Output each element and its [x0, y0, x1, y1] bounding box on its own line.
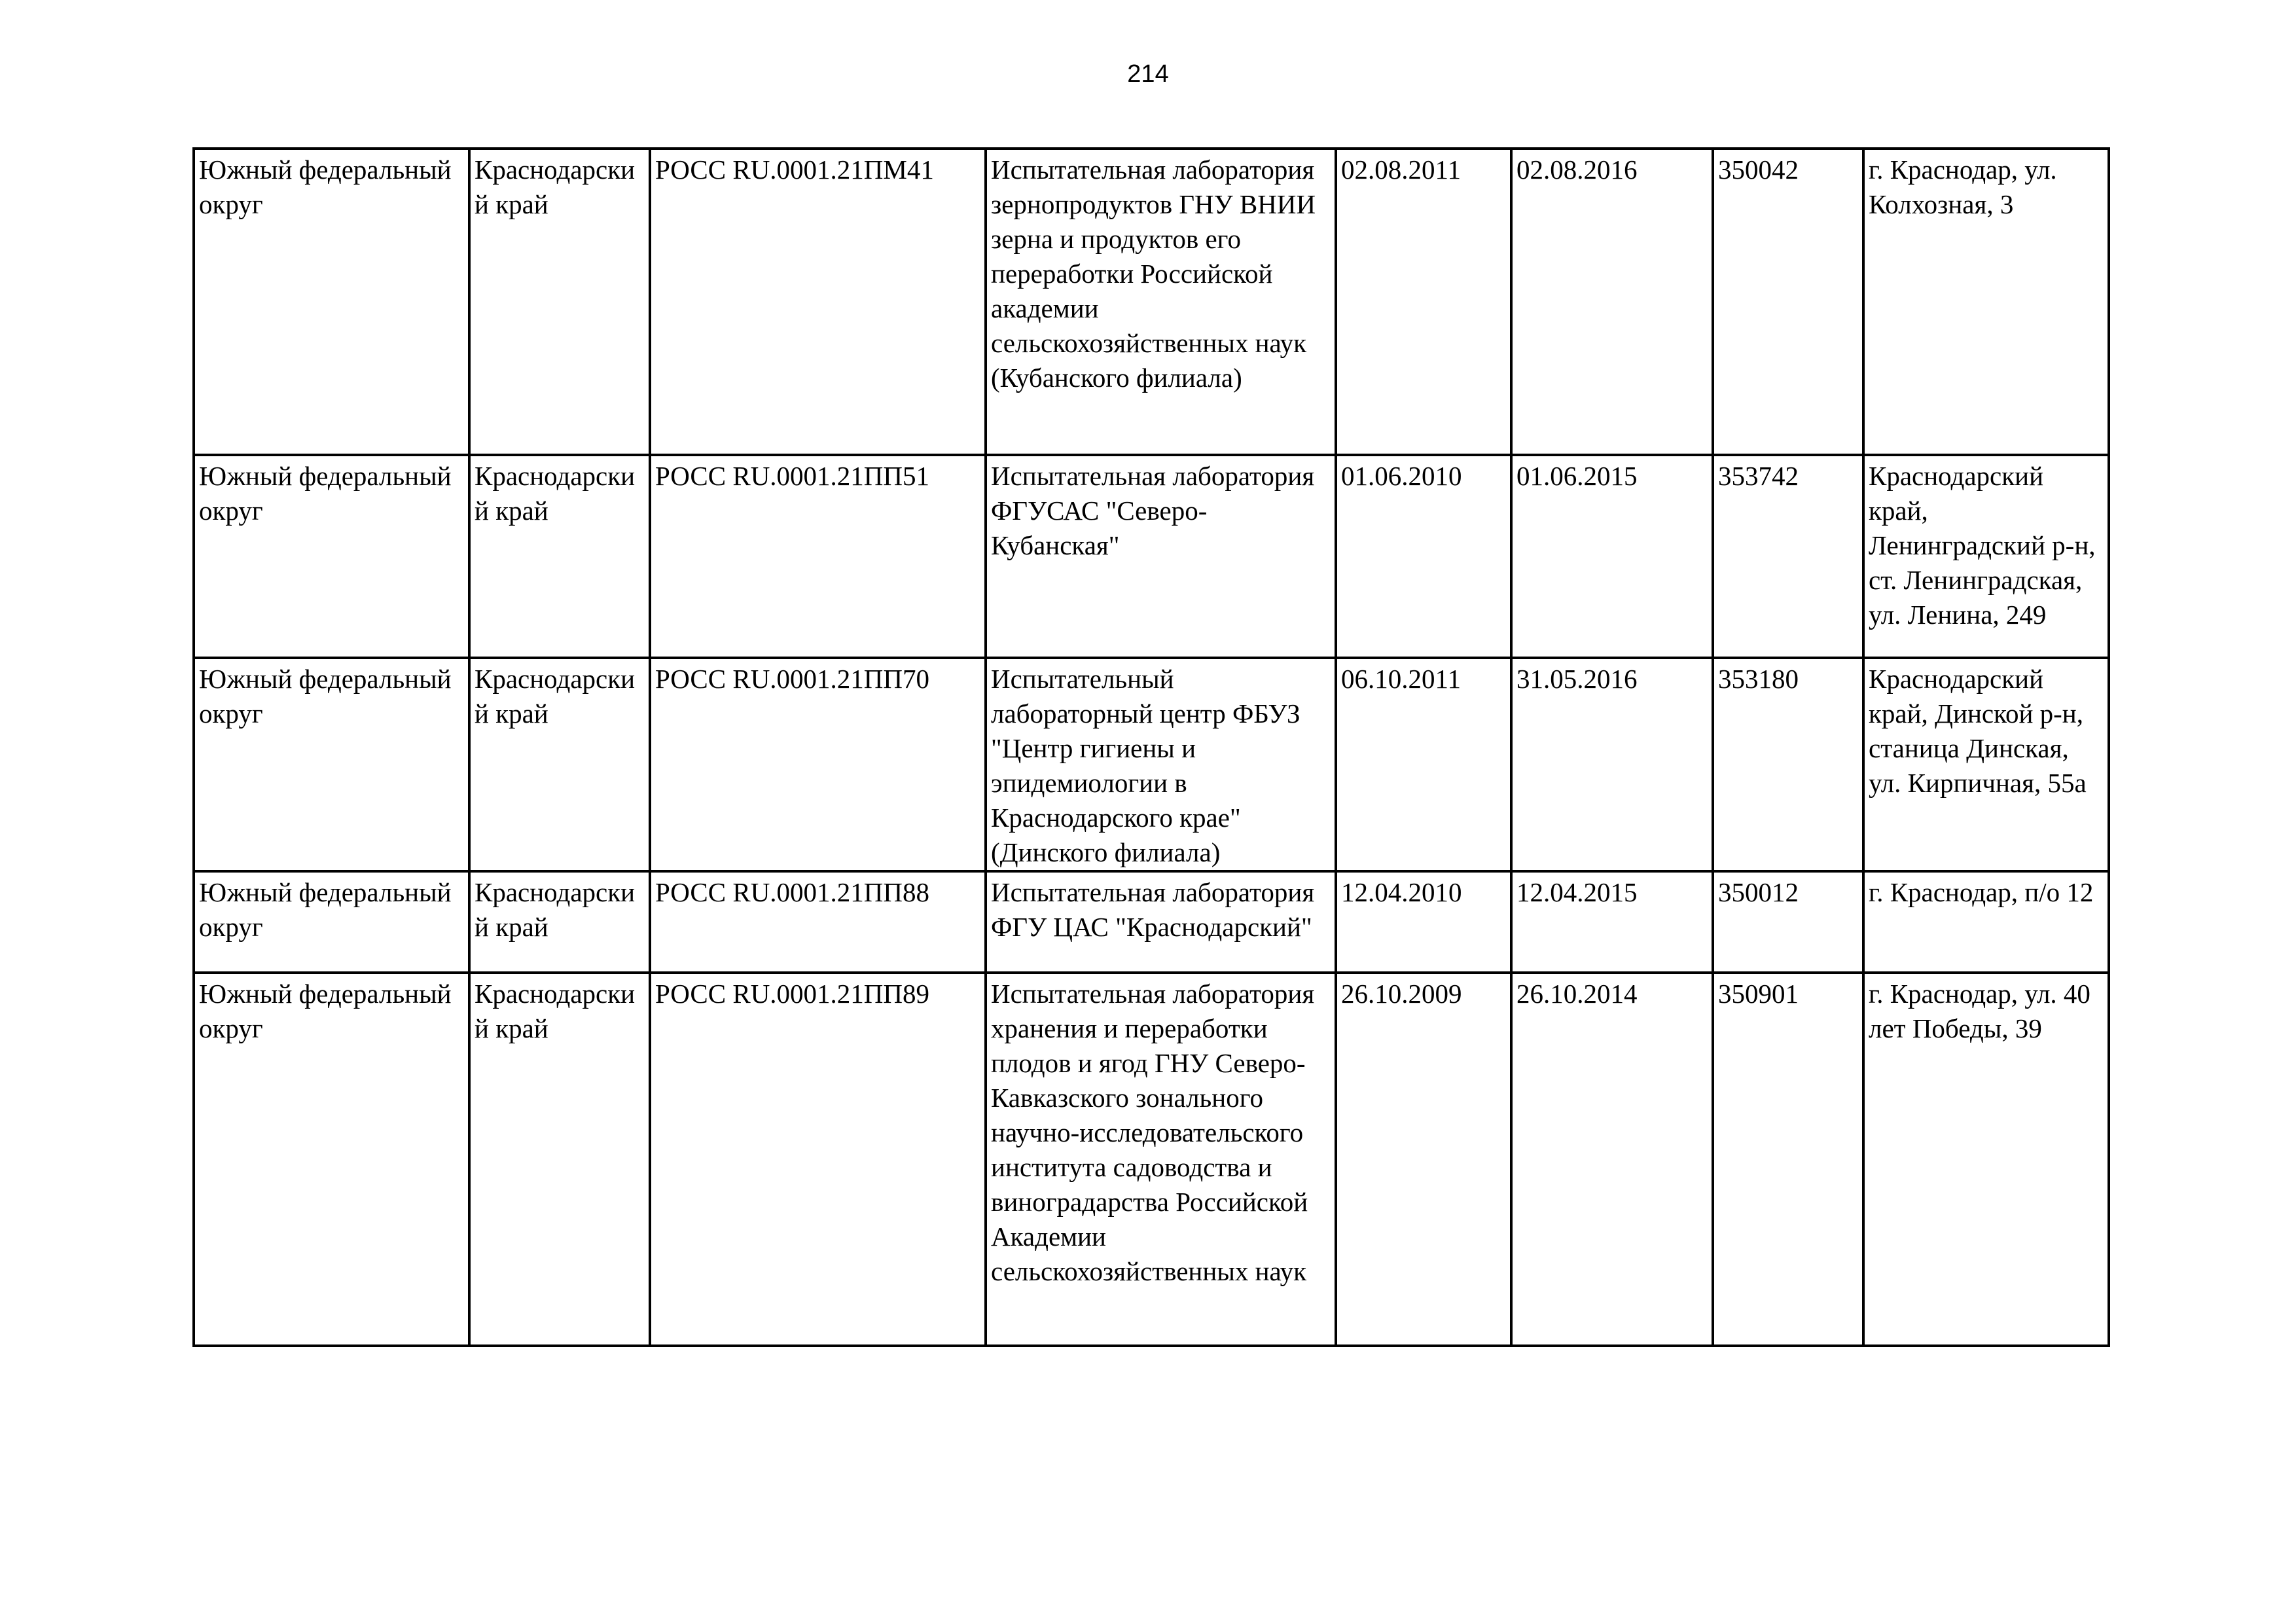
district-cell: Южный федеральный округ [194, 658, 469, 871]
address-cell: Краснодарский край, Ленинградский р-н, ст. Ленинградская, ул. Ленина, 249 [1863, 455, 2109, 658]
organization-cell: Испытательная лаборатория зернопродуктов ГНУ ВНИИ зерна и продуктов его переработки Российской академии сельскохозяйственных наук (Кубанского филиала) [986, 149, 1336, 455]
address-cell: Краснодарский край, Динской р-н, станица Динская, ул. Кирпичная, 55а [1863, 658, 2109, 871]
organization-cell: Испытательная лаборатория ФГУСАС "Северо-Кубанская" [986, 455, 1336, 658]
certificate-cell: РОСС RU.0001.21ПП89 [650, 973, 986, 1346]
organization-cell: Испытательная лаборатория хранения и переработки плодов и ягод ГНУ Северо-Кавказского зонального научно-исследовательского института садоводства и виноградарства Российской Академии сельскохозяйственных наук [986, 973, 1336, 1346]
organization-cell: Испытательная лаборатория ФГУ ЦАС "Краснодарский" [986, 871, 1336, 973]
date-from-cell: 12.04.2010 [1336, 871, 1511, 973]
region-cell: Краснодарски й край [469, 149, 650, 455]
postal-code-cell: 350901 [1713, 973, 1863, 1346]
date-to-cell: 26.10.2014 [1511, 973, 1713, 1346]
region-cell: Краснодарски й край [469, 973, 650, 1346]
table-row [194, 149, 2109, 455]
region-cell: Краснодарски й край [469, 871, 650, 973]
district-cell: Южный федеральный округ [194, 455, 469, 658]
region-cell: Краснодарски й край [469, 455, 650, 658]
certificate-cell: РОСС RU.0001.21ПП51 [650, 455, 986, 658]
postal-code-cell: 350042 [1713, 149, 1863, 455]
address-cell: г. Краснодар, ул. 40 лет Победы, 39 [1863, 973, 2109, 1346]
certificate-cell: РОСС RU.0001.21ПМ41 [650, 149, 986, 455]
address-cell: г. Краснодар, п/о 12 [1863, 871, 2109, 973]
date-to-cell: 12.04.2015 [1511, 871, 1713, 973]
date-to-cell: 02.08.2016 [1511, 149, 1713, 455]
organization-cell: Испытательный лабораторный центр ФБУЗ "Центр гигиены и эпидемиологии в Краснодарского крае" (Динского филиала) [986, 658, 1336, 871]
district-cell: Южный федеральный округ [194, 149, 469, 455]
date-from-cell: 01.06.2010 [1336, 455, 1511, 658]
date-from-cell: 26.10.2009 [1336, 973, 1511, 1346]
table-row [194, 455, 2109, 658]
date-to-cell: 01.06.2015 [1511, 455, 1713, 658]
district-cell: Южный федеральный округ [194, 973, 469, 1346]
page-number: 214 [1127, 60, 1169, 88]
table-row [194, 871, 2109, 973]
address-cell: г. Краснодар, ул. Колхозная, 3 [1863, 149, 2109, 455]
postal-code-cell: 353742 [1713, 455, 1863, 658]
date-from-cell: 02.08.2011 [1336, 149, 1511, 455]
district-cell: Южный федеральный округ [194, 871, 469, 973]
table-row [194, 658, 2109, 871]
certificate-cell: РОСС RU.0001.21ПП70 [650, 658, 986, 871]
date-from-cell: 06.10.2011 [1336, 658, 1511, 871]
certificate-cell: РОСС RU.0001.21ПП88 [650, 871, 986, 973]
date-to-cell: 31.05.2016 [1511, 658, 1713, 871]
laboratory-registry-table [192, 147, 2110, 1347]
table-row [194, 973, 2109, 1346]
postal-code-cell: 353180 [1713, 658, 1863, 871]
postal-code-cell: 350012 [1713, 871, 1863, 973]
region-cell: Краснодарски й край [469, 658, 650, 871]
